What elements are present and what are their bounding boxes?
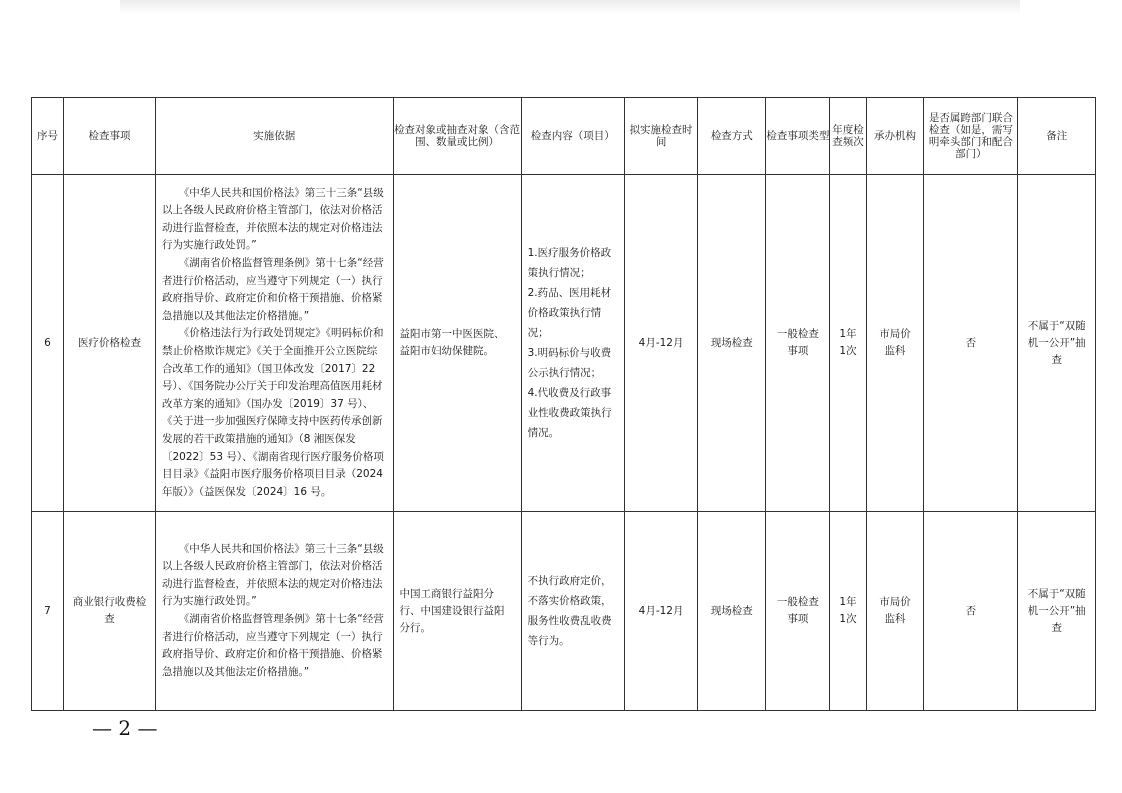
seal-stamp-trace <box>285 650 345 691</box>
cell-organization: 市局价监科 <box>866 512 924 711</box>
basis-paragraph: 《湖南省价格监督管理条例》第十七条“经营者进行价格活动，应当遵守下列规定（一）执行政府指导价、政府定价和价格干预措施、价格紧急措施以及其他法定价格措施。” <box>161 257 384 322</box>
cell-target: 中国工商银行益阳分行、中国建设银行益阳分行。 <box>393 512 521 711</box>
content-item: 3.明码标价与收费公示执行情况； <box>527 347 612 379</box>
header-method: 检查方式 <box>698 98 766 175</box>
header-organization: 承办机构 <box>866 98 924 175</box>
cell-no: 6 <box>32 175 64 512</box>
header-type: 检查事项类型 <box>766 98 830 175</box>
table-header-row <box>32 98 1096 175</box>
basis-paragraph: 《价格违法行为行政处罚规定》《明码标价和禁止价格欺诈规定》《关于全面推开公立医院综合改革工作的通知》（国卫体改发〔2017〕22 号）、《国务院办公厅关于印发治理高值医用耗材改革方案的通知》（国办发〔2019〕37 号）、《关于进一步加强医疗保障支持中医药传承创新发展的若干政策措施的通知》（8 湘医保发〔2022〕53 号）、《湖南省现行医疗服务价格项目目录》《益阳市医疗服务价格项目目录（2024 年版）》（益医保发〔2024〕16 号。 <box>161 327 384 498</box>
cell-item: 商业银行收费检查 <box>64 512 156 711</box>
cell-basis <box>155 175 393 512</box>
content-item: 不执行政府定价，不落实价格政策，服务性收费乱收费等行为。 <box>527 575 612 647</box>
header-remark: 备注 <box>1018 98 1096 175</box>
cell-cross-department: 否 <box>924 512 1018 711</box>
basis-paragraph: 《中华人民共和国价格法》第三十三条“县级以上各级人民政府价格主管部门，依法对价格活动进行监督检查，并依照本法的规定对价格违法行为实施行政处罚。” <box>161 542 384 608</box>
header-target: 检查对象或抽查对象（含范围、数量或比例） <box>393 98 521 175</box>
cell-frequency: 1年1次 <box>830 512 866 711</box>
page-number: — 2 — <box>92 716 158 740</box>
cell-content <box>521 175 624 512</box>
content-item: 1.医疗服务价格政策执行情况； <box>527 247 612 279</box>
content-item: 4.代收费及行政事业性收费政策执行情况。 <box>527 387 612 439</box>
cell-cross-department: 否 <box>924 175 1018 512</box>
table-row <box>32 175 1096 512</box>
cell-target: 益阳市第一中医医院、益阳市妇幼保健院。 <box>393 175 521 512</box>
cell-remark: 不属于“双随机一公开”抽查 <box>1018 512 1096 711</box>
header-time: 拟实施检查时间 <box>624 98 697 175</box>
cell-basis <box>155 512 393 711</box>
header-item: 检查事项 <box>64 98 156 175</box>
cell-time: 4月-12月 <box>624 175 697 512</box>
cell-item: 医疗价格检查 <box>64 175 156 512</box>
cell-type: 一般检查事项 <box>766 512 830 711</box>
cell-remark: 不属于“双随机一公开”抽查 <box>1018 175 1096 512</box>
content-item: 2.药品、医用耗材价格政策执行情况； <box>527 287 612 339</box>
cell-type: 一般检查事项 <box>766 175 830 512</box>
header-cross-department: 是否属跨部门联合检查（如是，需写明牵头部门和配合部门） <box>924 98 1018 175</box>
table-row <box>32 512 1096 711</box>
cell-organization: 市局价监科 <box>866 175 924 512</box>
cell-time: 4月-12月 <box>624 512 697 711</box>
cell-method: 现场检查 <box>698 175 766 512</box>
header-basis: 实施依据 <box>155 98 393 175</box>
inspection-plan-table <box>31 97 1096 711</box>
scan-artifact <box>120 0 1020 14</box>
cell-frequency: 1年1次 <box>830 175 866 512</box>
header-no: 序号 <box>32 98 64 175</box>
cell-no: 7 <box>32 512 64 711</box>
cell-content <box>521 512 624 711</box>
header-content: 检查内容（项目） <box>521 98 624 175</box>
basis-paragraph: 《中华人民共和国价格法》第三十三条“县级以上各级人民政府价格主管部门，依法对价格活动进行监督检查，并依照本法的规定对价格违法行为实施行政处罚。” <box>161 186 384 252</box>
header-frequency: 年度检查频次 <box>830 98 866 175</box>
cell-method: 现场检查 <box>698 512 766 711</box>
basis-paragraph: 《湖南省价格监督管理条例》第十七条“经营者进行价格活动，应当遵守下列规定（一）执行政府指导价、政府定价和价格干预措施、价格紧急措施以及其他法定价格措施。” <box>161 613 384 678</box>
